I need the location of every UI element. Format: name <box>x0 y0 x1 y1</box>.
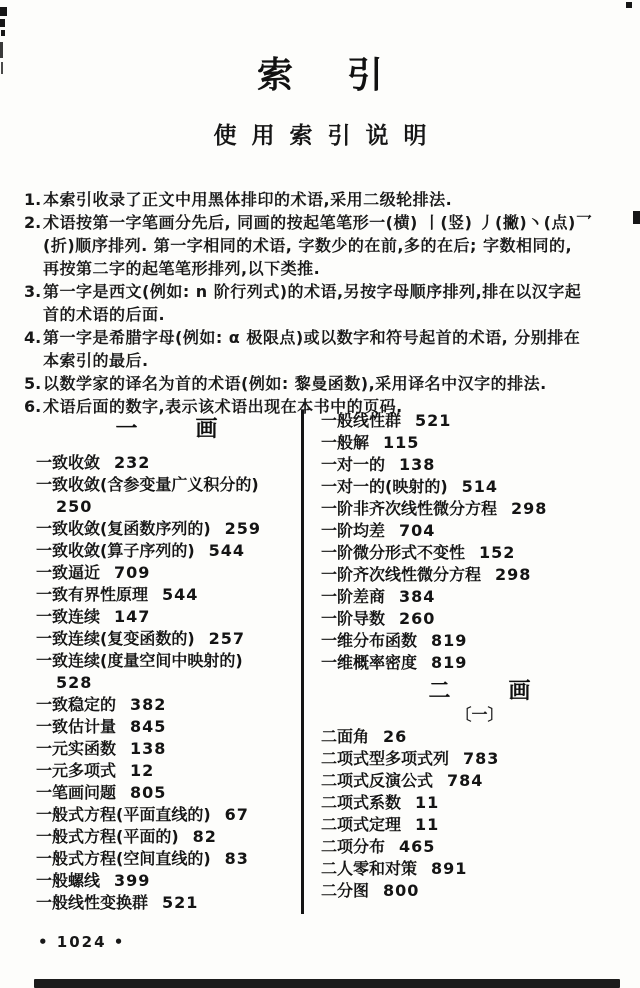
index-entry <box>321 652 638 674</box>
index-entry <box>36 738 297 760</box>
usage-note <box>24 326 632 372</box>
index-entry <box>321 770 638 792</box>
usage-note <box>24 372 632 395</box>
index-entry <box>321 476 638 498</box>
index-entry-term: 一阶差商 <box>321 587 386 606</box>
index-entry-page: 260 <box>399 609 436 628</box>
index-entry <box>36 518 297 540</box>
index-entry-page: 819 <box>431 653 468 672</box>
index-entry-page: 232 <box>114 453 151 472</box>
index-entry-page: 528 <box>56 673 93 692</box>
index-entry-term: 一般线性群 <box>321 411 402 430</box>
index-section-header <box>36 418 297 442</box>
note-text <box>43 372 632 395</box>
note-line: 本索引的最后. <box>43 351 149 370</box>
index-entry-term: 一般螺线 <box>36 871 101 890</box>
index-entry-term: 一致收敛(含参变量广义积分的) <box>36 475 259 494</box>
index-entry-continuation <box>36 496 297 518</box>
index-entry-page: 115 <box>383 433 420 452</box>
index-entry-page: 704 <box>399 521 436 540</box>
index-entry <box>321 498 638 520</box>
index-entry <box>321 836 638 858</box>
index-entry-term: 一致连续(度量空间中映射的) <box>36 651 243 670</box>
page-subtitle-text: 使用索引说明 <box>213 123 442 149</box>
index-entry <box>36 474 297 496</box>
note-line: 再按第二字的起笔笔形排列,以下类推. <box>43 259 321 278</box>
index-entry-page: 521 <box>162 893 199 912</box>
index-entry-page: 521 <box>415 411 452 430</box>
index-entry-term: 一阶导数 <box>321 609 386 628</box>
index-entry-page: 147 <box>114 607 151 626</box>
index-column-left <box>0 410 301 914</box>
index-entry <box>36 848 297 870</box>
note-text <box>43 211 632 280</box>
index-entry-page: 465 <box>399 837 436 856</box>
index-entry <box>36 694 297 716</box>
index-entry-term: 一般解 <box>321 433 370 452</box>
section-char: 画 <box>195 417 218 442</box>
index-entry-page: 67 <box>224 805 249 824</box>
page-title-text: 索引 <box>256 55 437 96</box>
note-line: 术语按第一字笔画分先后, 同画的按起笔笔形一(横) 丨(竖) 丿(撇)丶(点)乛 <box>43 213 593 232</box>
index-entry <box>321 520 638 542</box>
usage-note <box>24 188 632 211</box>
index-entry-term: 一致收敛 <box>36 453 101 472</box>
index-entry-page: 11 <box>415 815 440 834</box>
note-number: 1. <box>24 190 42 209</box>
scan-artifact <box>0 42 3 58</box>
index-entry-term: 二面角 <box>321 727 370 746</box>
index-entry <box>321 630 638 652</box>
index-entry-term: 一笔画问题 <box>36 783 117 802</box>
index-entry-term: 二项式系数 <box>321 793 402 812</box>
index-entry-term: 一阶微分形式不变性 <box>321 543 466 562</box>
note-text <box>43 326 632 372</box>
index-entry-term: 二项式反演公式 <box>321 771 434 790</box>
scan-artifact <box>1 30 5 36</box>
index-entry-term: 一对一的 <box>321 455 386 474</box>
index-entry-page: 82 <box>192 827 217 846</box>
note-number: 4. <box>24 328 42 347</box>
index-entry-page: 298 <box>511 499 548 518</box>
index-entry-term: 一般线性变换群 <box>36 893 149 912</box>
index-entry-page: 399 <box>114 871 151 890</box>
page-subtitle <box>0 122 640 150</box>
index-entry <box>321 748 638 770</box>
index-entry <box>36 650 297 672</box>
index-entry-term: 二项式定理 <box>321 815 402 834</box>
note-line: 第一字是西文(例如: n 阶行列式)的术语,另按字母顺序排列,排在以汉字起 <box>43 282 582 301</box>
index-entry-term: 一致逼近 <box>36 563 101 582</box>
note-line: (折)顺序排列. 第一字相同的术语, 字数少的在前,多的在后; 字数相同的, <box>43 236 573 255</box>
index-entry-term: 一致连续(复变函数的) <box>36 629 195 648</box>
index-entry-term: 一对一的(映射的) <box>321 477 448 496</box>
section-char: 一 <box>115 417 138 442</box>
index-columns <box>0 410 640 914</box>
index-entry <box>36 452 297 474</box>
scan-artifact <box>626 2 632 8</box>
index-entry-page: 544 <box>162 585 199 604</box>
index-entry <box>36 826 297 848</box>
note-line: 术语后面的数字,表示该术语出现在本书中的页码. <box>43 397 403 416</box>
note-line: 以数学家的译名为首的术语(例如: 黎曼函数),采用译名中汉字的排法. <box>43 374 547 393</box>
index-column-right <box>301 410 640 914</box>
index-entry <box>36 540 297 562</box>
note-number: 3. <box>24 282 42 301</box>
index-entry <box>321 542 638 564</box>
index-entry-term: 一般式方程(平面的) <box>36 827 179 846</box>
index-entry-page: 12 <box>130 761 155 780</box>
index-section-header <box>321 680 638 704</box>
index-entry-term: 二项式型多项式列 <box>321 749 450 768</box>
scan-artifact <box>1 62 3 74</box>
index-entry-term: 一阶非齐次线性微分方程 <box>321 499 498 518</box>
index-entry <box>36 760 297 782</box>
section-char: 二 <box>428 679 451 704</box>
index-entry <box>36 804 297 826</box>
note-number: 6. <box>24 397 42 416</box>
scan-artifact <box>0 19 5 27</box>
note-line: 第一字是希腊字母(例如: α 极限点)或以数字和符号起首的术语, 分别排在 <box>43 328 581 347</box>
index-entry-term: 二项分布 <box>321 837 386 856</box>
index-entry <box>321 726 638 748</box>
section-char: 画 <box>508 679 531 704</box>
index-entry-page: 784 <box>447 771 484 790</box>
index-subsection-label: 〔一〕 <box>455 705 504 724</box>
index-entry-term: 一元实函数 <box>36 739 117 758</box>
index-entry <box>36 606 297 628</box>
index-entry-page: 26 <box>383 727 408 746</box>
index-entry-page: 83 <box>224 849 249 868</box>
note-number: 2. <box>24 213 42 232</box>
index-entry-term: 二人零和对策 <box>321 859 418 878</box>
index-entry-page: 819 <box>431 631 468 650</box>
index-entry-term: 一阶齐次线性微分方程 <box>321 565 482 584</box>
index-entry <box>321 608 638 630</box>
index-entry-term: 一致估计量 <box>36 717 117 736</box>
scan-artifact <box>0 7 7 16</box>
index-entry <box>321 410 638 432</box>
index-entry-term: 一致有界性原理 <box>36 585 149 604</box>
index-entry-continuation <box>36 672 297 694</box>
index-entry-term: 一维分布函数 <box>321 631 418 650</box>
index-entry <box>321 586 638 608</box>
index-entry-term: 一维概率密度 <box>321 653 418 672</box>
index-entry <box>321 858 638 880</box>
scan-artifact <box>34 979 620 988</box>
note-line: 本索引收录了正文中用黑体排印的术语,采用二级轮排法. <box>43 190 453 209</box>
index-entry-term: 一致连续 <box>36 607 101 626</box>
index-entry-page: 514 <box>461 477 499 496</box>
index-entry <box>321 792 638 814</box>
note-text <box>43 280 632 326</box>
index-entry-page: 382 <box>130 695 167 714</box>
usage-note <box>24 211 632 280</box>
index-entry-page: 138 <box>130 739 167 758</box>
index-entry-page: 845 <box>130 717 167 736</box>
index-entry-page: 805 <box>130 783 167 802</box>
note-line: 首的术语的后面. <box>43 305 166 324</box>
index-entry <box>321 880 638 902</box>
index-entry-term: 一般式方程(空间直线的) <box>36 849 211 868</box>
index-entry-page: 783 <box>463 749 500 768</box>
index-entry-page: 257 <box>208 629 246 648</box>
index-entry <box>36 782 297 804</box>
index-entry-term: 一致收敛(算子序列的) <box>36 541 195 560</box>
index-entry-page: 709 <box>114 563 151 582</box>
index-entry-term: 二分图 <box>321 881 370 900</box>
index-entry <box>321 814 638 836</box>
index-entry-term: 一致稳定的 <box>36 695 117 714</box>
index-entry <box>321 564 638 586</box>
index-entry <box>36 628 297 650</box>
scan-artifact <box>633 211 640 224</box>
index-entry-page: 152 <box>479 543 516 562</box>
index-entry <box>321 454 638 476</box>
usage-note <box>24 280 632 326</box>
index-entry-page: 298 <box>495 565 532 584</box>
index-entry <box>36 892 297 914</box>
index-entry-page: 11 <box>415 793 440 812</box>
index-entry <box>36 870 297 892</box>
index-entry-term: 一阶均差 <box>321 521 386 540</box>
index-entry <box>36 584 297 606</box>
index-entry-page: 259 <box>224 519 262 538</box>
index-entry-page: 544 <box>208 541 246 560</box>
index-entry-page: 891 <box>431 859 468 878</box>
usage-notes <box>24 188 632 418</box>
index-entry-page: 138 <box>399 455 436 474</box>
index-entry <box>321 432 638 454</box>
note-text <box>43 188 632 211</box>
index-entry-term: 一般式方程(平面直线的) <box>36 805 211 824</box>
index-entry-page: 384 <box>399 587 436 606</box>
note-number: 5. <box>24 374 42 393</box>
page-title <box>0 56 640 96</box>
index-entry <box>36 716 297 738</box>
index-entry-term: 一致收敛(复函数序列的) <box>36 519 211 538</box>
index-entry-page: 250 <box>56 497 93 516</box>
index-entry <box>36 562 297 584</box>
index-entry-page: 800 <box>383 881 420 900</box>
page-number: • 1024 • <box>38 933 126 951</box>
index-entry-term: 一元多项式 <box>36 761 117 780</box>
